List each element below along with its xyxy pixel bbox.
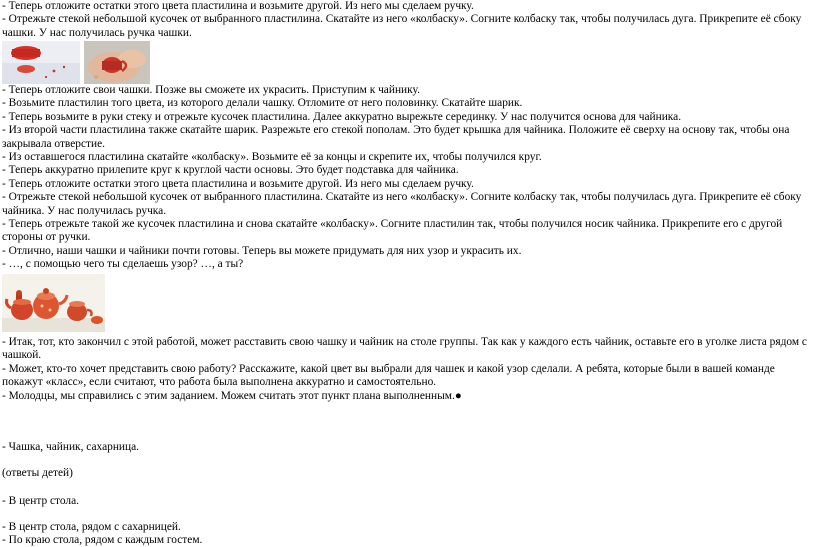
paragraph: - Отрежьте стекой небольшой кусочек от выбранного пластилина. Скатайте из него «колбаску». Согните колбаску так, чтобы получилась дуга. Прикрепите её сбоку чашки. У нас получилась ручка чашки. [2,13,802,39]
cup-photos [2,41,150,84]
answer-line: - В центр стола, рядом с сахарницей. [2,521,181,533]
paragraph: - Отлично, наши чашки и чайники почти готовы. Теперь вы можете придумать для них узор и украсить их. [2,244,522,257]
paragraph: - …, с помощью чего ты сделаешь узор? …, а ты? [2,258,244,271]
teapot-photo-row [2,274,105,332]
cup-photo-1 [2,41,80,84]
children-answers-note: (ответы детей) [2,467,73,479]
answer-line: - Чашка, чайник, сахарница. [2,441,140,453]
paragraph: - Теперь возьмите в руки стеку и отрежьте кусочек пластилина. Далее аккуратно вырежьте серединку. У нас получится основа для чайника. [2,110,682,123]
paragraph: - Теперь аккуратно прилепите круг к круглой части основы. Это будет подставка для чайника. [2,164,459,177]
paragraph: - Теперь отложите свои чашки. Позже вы сможете их украсить. Приступим к чайнику. [2,84,420,96]
paragraph: - Теперь отрежьте такой же кусочек пластилина и снова скатайте «колбаску». Согните пластилин так, чтобы получился носик чайника. Прикрепите его с другой стороны от ручки. [2,218,783,244]
teapot-photo [2,274,105,332]
paragraph: - Может, кто-то хочет представить свою работу? Расскажите, какой цвет вы выбрали для чашек и какой узор сделали. А ребята, которые были в вашей команде покажут «класс», если считают, что работа была выполнена аккуратно и самостоятельно. [2,362,775,389]
answer-line: - В центр стола. [2,495,80,507]
paragraph: - Отрежьте стекой небольшой кусочек от выбранного пластилина. Скатайте из него «колбаску». Согните колбаску так, чтобы получилась дуга. Прикрепите её сбоку чайника. У нас получилась ручка. [2,191,802,217]
paragraph: - Из второй части пластилина также скатайте шарик. Разрежьте его стекой пополам. Это будет крышка для чайника. Положите её сверху на основу так, чтобы она закрывала отверстие. [2,124,790,150]
paragraph: - Теперь отложите остатки этого цвета пластилина и возьмите другой. Из него мы сделаем ручку. [2,0,474,12]
paragraph: - Итак, тот, кто закончил с этой работой, может расставить свою чашку и чайник на столе группы. Так как у каждого есть чайник, оставьте его в уголке листа рядом с чашкой. [2,336,807,362]
paragraph: - Молодцы, мы справились с этим заданием. Можем считать этот пункт плана выполненным.● [2,389,462,402]
text-section-3 [2,336,812,403]
text-section-1 [2,0,812,40]
paragraph: - Возьмите пластилин того цвета, из которого делали чашку. Отломите от него половинку. Скатайте шарик. [2,97,523,110]
cup-photo-2 [84,41,150,84]
paragraph: - Из оставшегося пластилина скатайте «колбаску». Возьмите её за концы и скрепите их, чтобы получился круг. [2,151,542,164]
paragraph: - Теперь отложите остатки этого цвета пластилина и возьмите другой. Из него мы сделаем ручку. [2,177,474,190]
answer-line: - По краю стола, рядом с каждым гостем. [2,534,203,546]
text-section-2 [2,84,812,272]
